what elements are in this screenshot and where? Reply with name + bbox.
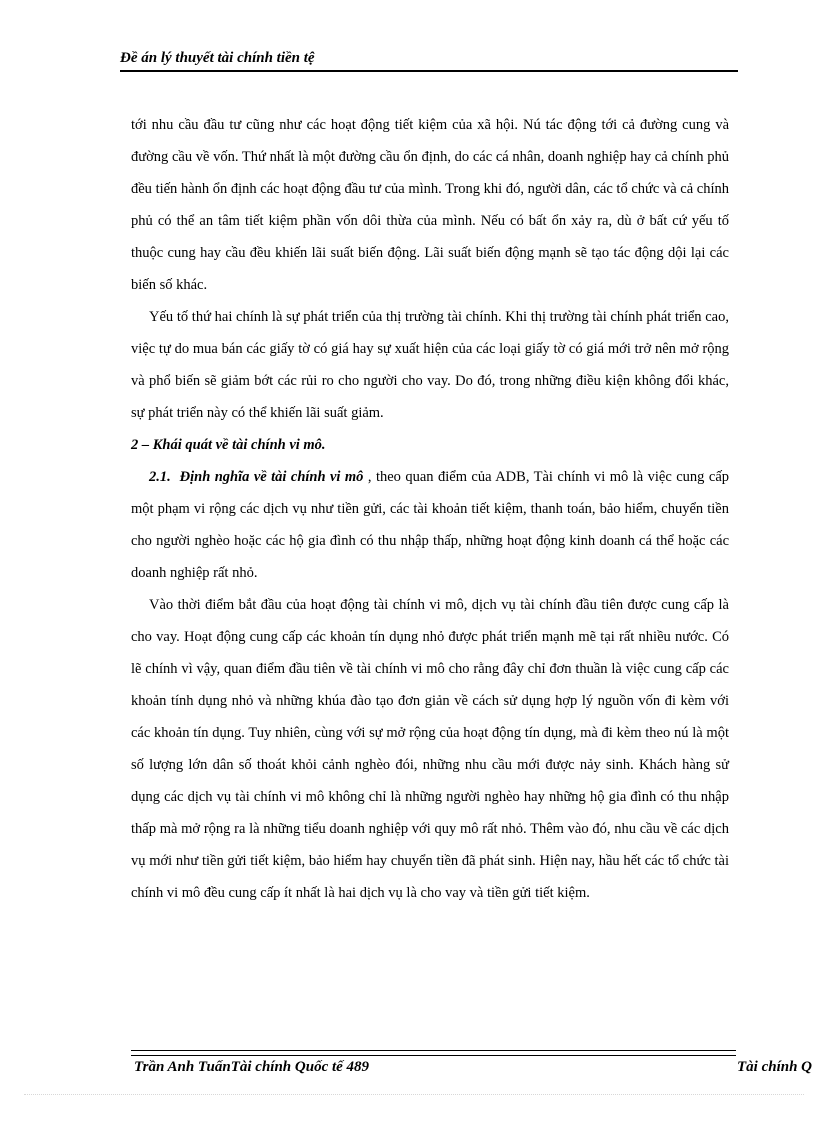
footer-author: Trần Anh TuấnTài chính Quốc tế 489 — [134, 1059, 370, 1075]
paragraph-2: Yếu tố thứ hai chính là sự phát triển của thị trường tài chính. Khi thị trường tài chính phát triển cao, việc tự do mua bán các giấy tờ có giá hay sự xuất hiện của các loại giấy tờ có giá mới trở nên mở rộng và phổ biến sẽ giảm bớt các rủi ro cho người cho vay. Do đó, trong những điều kiện không đổi khác, sự phát triển này có thể khiến lãi suất giảm. — [131, 309, 729, 421]
definition-number: 2.1. — [149, 469, 171, 485]
paragraph-1: tới nhu cầu đầu tư cũng như các hoạt động tiết kiệm của xã hội. Nú tác động tới cả đường cung và đường cầu về vốn. Thứ nhất là một đường cầu ổn định, do các cá nhân, doanh nghiệp hay cả chính phủ đều tiến hành ổn định các hoạt động đầu tư của mình. Trong khi đó, người dân, các tổ chức và cả chính phủ có thể an tâm tiết kiệm phần vốn dôi thừa của mình. Nếu có bất ổn xảy ra, dù ở bất cứ yếu tố thuộc cung hay cầu đều khiến lãi suất biến động. Lãi suất biến động mạnh sẽ tạo tác động dội lại các biến số khác. — [131, 117, 729, 293]
paragraph-3: Vào thời điểm bắt đầu của hoạt động tài chính vi mô, dịch vụ tài chính đầu tiên được cung cấp là cho vay. Hoạt động cung cấp các khoản tín dụng nhỏ được phát triển mạnh mẽ tại rất nhiều nước. Có lẽ chính vì vậy, quan điểm đầu tiên về tài chính vi mô cho rằng đây chỉ đơn thuần là việc cung cấp các khoản tính dụng nhỏ và những khúa đào tạo đơn giản về cách sử dụng hợp lý nguồn vốn đi kèm với các khoản tín dụng. Tuy nhiên, cùng với sự mở rộng của hoạt động tín dụng, mà đi kèm theo nú là một số lượng lớn dân số thoát khỏi cảnh nghèo đói, những nhu cầu mới được nảy sinh. Khách hàng sử dụng các dịch vụ tài chính vi mô không chỉ là những người nghèo hay những hộ gia đình có thu nhập thấp mà mở rộng ra là những tiểu doanh nghiệp với quy mô rất nhỏ. Thêm vào đó, nhu cầu về các dịch vụ mới như tiền gửi tiết kiệm, bảo hiểm hay chuyển tiền đã phát sinh. Hiện nay, hầu hết các tổ chức tài chính vi mô đều cung cấp ít nhất là hai dịch vụ là cho vay và tiền gửi tiết kiệm. — [131, 597, 729, 901]
footer-course: Tài chính Q — [737, 1059, 813, 1075]
body-text — [131, 109, 729, 909]
definition-paragraph — [131, 461, 729, 589]
section-heading: 2 – Khái quát về tài chính vi mô. — [131, 437, 326, 453]
page-header — [120, 48, 738, 72]
page-bottom-edge — [24, 1094, 804, 1095]
definition-text: , theo quan điểm của ADB, Tài chính vi mô là việc cung cấp một phạm vi rộng các dịch vụ như tiền gửi, các tài khoản tiết kiệm, thanh toán, bảo hiểm, chuyển tiền cho người nghèo hoặc các hộ gia đình có thu nhập thấp, những hoạt động kinh doanh cá thể hoặc các doanh nghiệp rất nhỏ. — [131, 469, 730, 581]
header-title: Đề án lý thuyết tài chính tiền tệ — [120, 50, 315, 66]
definition-term: Định nghĩa về tài chính vi mô — [179, 469, 364, 485]
